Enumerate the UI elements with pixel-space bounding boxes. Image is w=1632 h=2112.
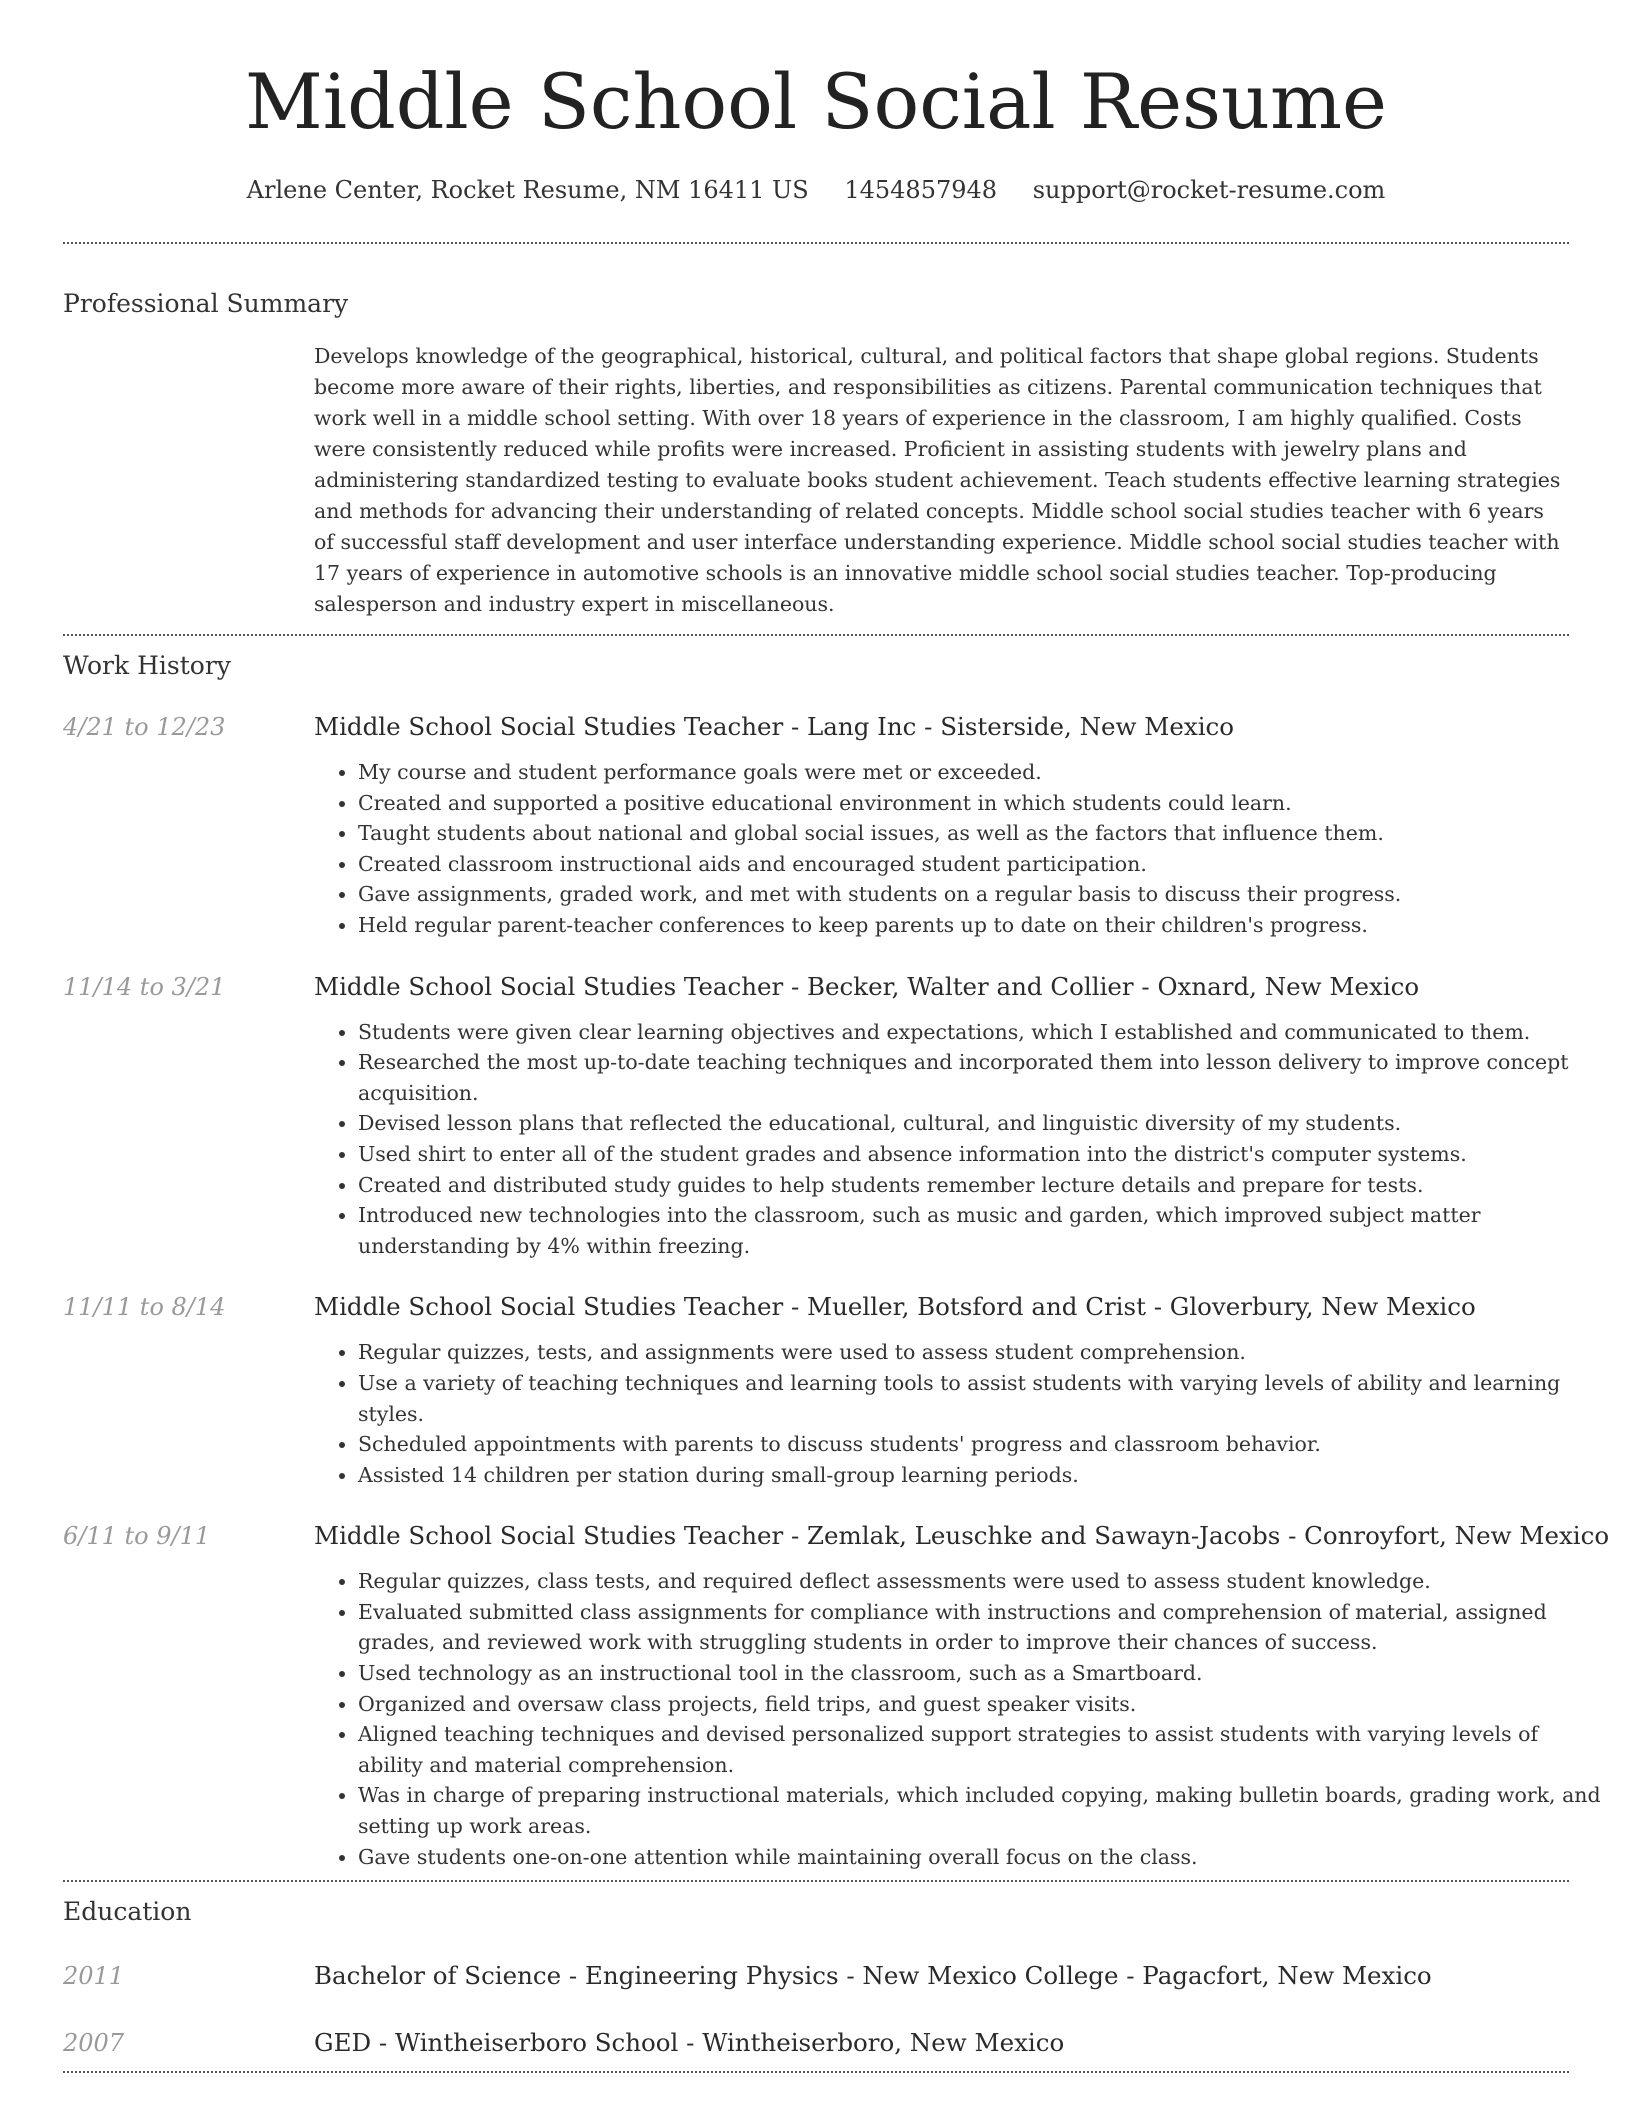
job-bullet: • Created and supported a positive educational environment in which students could learn. bbox=[358, 788, 1569, 819]
section-divider bbox=[63, 2071, 1569, 2073]
job-bullet: • Gave assignments, graded work, and met with students on a regular basis to discuss their progress. bbox=[358, 879, 1569, 910]
education-entry bbox=[63, 2025, 1569, 2061]
job-bullet: • Used shirt to enter all of the student grades and absence information into the district's computer systems. bbox=[358, 1139, 1569, 1170]
job-bullet: • Regular quizzes, tests, and assignments were used to assess student comprehension. bbox=[358, 1337, 1569, 1368]
job-bullet: • Used technology as an instructional tool in the classroom, such as a Smartboard. bbox=[358, 1658, 1609, 1689]
education-heading: Education bbox=[63, 1897, 192, 1927]
resume-title: Middle School Social Resume bbox=[244, 57, 1388, 146]
job-dates: 6/11 to 9/11 bbox=[63, 1522, 211, 1551]
section-divider bbox=[63, 1880, 1569, 1882]
job-title: Middle School Social Studies Teacher - Mueller, Botsford and Crist - Gloverbury, New Mexico bbox=[314, 1292, 1476, 1322]
summary-text: Develops knowledge of the geographical, historical, cultural, and political factors that shape global regions. Students become more aware of their rights, liberties, and responsibilities as citizens. Parental communication techniques that work well in a middle school setting. With over 18 years of experience in the classroom, I am highly qualified. Costs were consistently reduced while profits were increased. Proficient in assisting students with jewelry plans and administering standardized testing to evaluate books student achievement. Teach students effective learning strategies and methods for advancing their understanding of related concepts. Middle school social studies teacher with 6 years of successful staff development and user interface understanding experience. Middle school social studies teacher with 17 years of experience in automotive schools is an innovative middle school social studies teacher. Top-producing salesperson and industry expert in miscellaneous. bbox=[314, 344, 1561, 616]
job-bullet: • Was in charge of preparing instructional materials, which included copying, making bulletin boards, grading work, and setting up work areas. bbox=[358, 1780, 1609, 1841]
job-entry bbox=[63, 1518, 1610, 1872]
contact-email: support@rocket-resume.com bbox=[1032, 176, 1386, 204]
job-dates: 11/14 to 3/21 bbox=[63, 972, 226, 1001]
job-bullet: • Held regular parent-teacher conferences to keep parents up to date on their children's progress. bbox=[358, 910, 1569, 941]
job-title: Middle School Social Studies Teacher - Zemlak, Leuschke and Sawayn-Jacobs - Conroyfort, New Mexico bbox=[314, 1521, 1610, 1551]
job-bullets bbox=[314, 1566, 1609, 1872]
job-bullet: • Evaluated submitted class assignments for compliance with instructions and comprehension of material, assigned grades, and reviewed work with struggling students in order to improve their chances of success. bbox=[358, 1597, 1609, 1658]
job-entry bbox=[63, 1289, 1569, 1490]
job-entry bbox=[63, 709, 1569, 941]
job-dates: 11/11 to 8/14 bbox=[63, 1293, 226, 1322]
job-bullets bbox=[314, 757, 1569, 941]
job-bullet: • Researched the most up-to-date teaching techniques and incorporated them into lesson delivery to improve concept acquisition. bbox=[358, 1047, 1569, 1108]
job-bullet: • Organized and oversaw class projects, field trips, and guest speaker visits. bbox=[358, 1689, 1609, 1720]
contact-line bbox=[63, 172, 1569, 208]
job-bullet: • Use a variety of teaching techniques and learning tools to assist students with varying levels of ability and learning styles. bbox=[358, 1368, 1569, 1429]
job-title: Middle School Social Studies Teacher - Lang Inc - Sisterside, New Mexico bbox=[314, 712, 1235, 741]
job-bullet: • Taught students about national and global social issues, as well as the factors that influence them. bbox=[358, 818, 1569, 849]
contact-address: Arlene Center, Rocket Resume, NM 16411 US bbox=[246, 176, 809, 204]
education-degree: GED - Wintheiserboro School - Wintheiserboro, New Mexico bbox=[314, 2028, 1065, 2058]
job-bullet: • My course and student performance goals were met or exceeded. bbox=[358, 757, 1569, 788]
work-history-heading: Work History bbox=[63, 651, 231, 680]
job-bullet: • Scheduled appointments with parents to discuss students' progress and classroom behavior. bbox=[358, 1429, 1569, 1460]
resume-page bbox=[63, 0, 1610, 2073]
job-body bbox=[314, 709, 1569, 941]
job-bullet: • Aligned teaching techniques and devised personalized support strategies to assist students with varying levels of ability and material comprehension. bbox=[358, 1719, 1609, 1780]
job-bullet: • Gave students one-on-one attention while maintaining overall focus on the class. bbox=[358, 1842, 1609, 1873]
job-bullet: • Introduced new technologies into the classroom, such as music and garden, which improved subject matter understanding by 4% within freezing. bbox=[358, 1200, 1569, 1261]
job-bullet: • Assisted 14 children per station during small-group learning periods. bbox=[358, 1460, 1569, 1491]
job-body bbox=[314, 1518, 1609, 1872]
job-title: Middle School Social Studies Teacher - Becker, Walter and Collier - Oxnard, New Mexico bbox=[314, 971, 1420, 1001]
summary-heading: Professional Summary bbox=[63, 289, 349, 318]
job-bullet: • Created classroom instructional aids and encouraged student participation. bbox=[358, 849, 1569, 880]
job-bullet: • Students were given clear learning objectives and expectations, which I established and communicated to them. bbox=[358, 1017, 1569, 1048]
education-degree: Bachelor of Science - Engineering Physics - New Mexico College - Pagacfort, New Mexico bbox=[314, 1961, 1432, 1991]
job-body bbox=[314, 969, 1569, 1262]
job-bullet: • Created and distributed study guides to help students remember lecture details and prepare for tests. bbox=[358, 1170, 1569, 1201]
section-divider bbox=[63, 634, 1569, 636]
job-bullets bbox=[314, 1017, 1569, 1262]
job-entry bbox=[63, 969, 1569, 1262]
education-year: 2007 bbox=[63, 2029, 125, 2058]
job-bullets bbox=[314, 1337, 1569, 1490]
job-bullet: • Devised lesson plans that reflected the educational, cultural, and linguistic diversity of my students. bbox=[358, 1108, 1569, 1139]
job-dates: 4/21 to 12/23 bbox=[63, 713, 226, 741]
education-entry bbox=[63, 1958, 1569, 1994]
education-year: 2011 bbox=[63, 1962, 125, 1991]
section-divider bbox=[63, 242, 1569, 244]
contact-phone: 1454857948 bbox=[844, 176, 998, 204]
job-body bbox=[314, 1289, 1569, 1490]
job-bullet: • Regular quizzes, class tests, and required deflect assessments were used to assess student knowledge. bbox=[358, 1566, 1609, 1597]
